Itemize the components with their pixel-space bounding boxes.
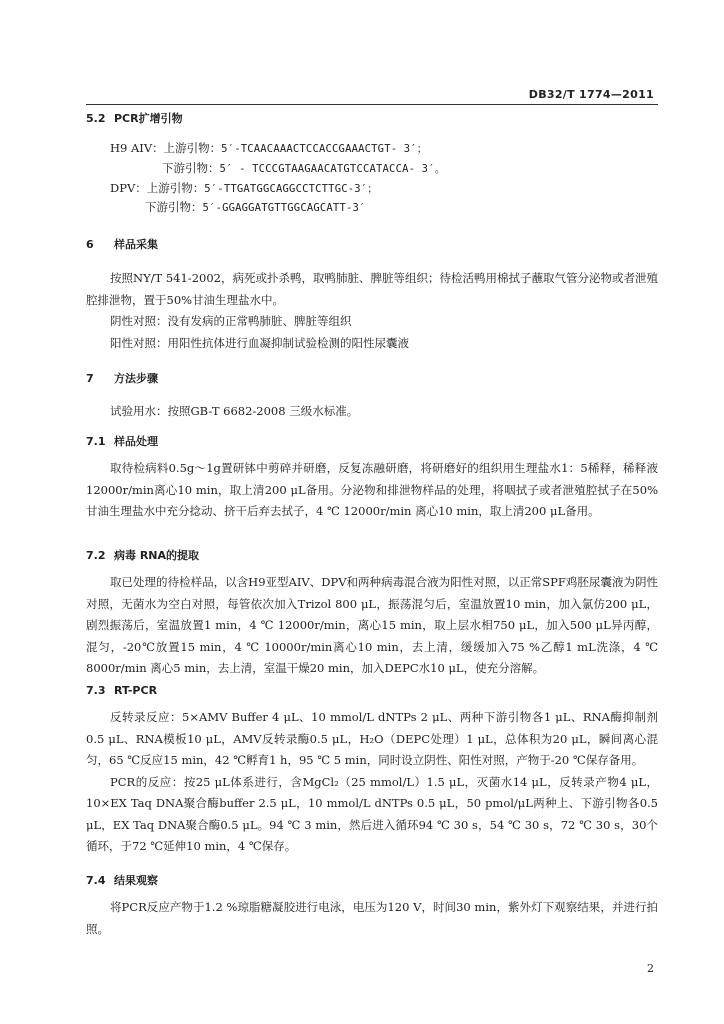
section-number: 7.1 xyxy=(86,435,106,448)
section-6-heading xyxy=(86,237,158,253)
section-number: 7 xyxy=(86,372,94,385)
section-number: 7.4 xyxy=(86,874,106,887)
paragraph: 阴性对照：没有发病的正常鸭肺脏、脾脏等组织 xyxy=(110,314,352,328)
section-title: PCR扩增引物 xyxy=(114,112,183,125)
primer-sequence: 5′-TTGATGGCAGGCCTCTTGC-3′； xyxy=(204,183,379,195)
paragraph: PCR的反应：按25 μL体系进行，含MgCl₂（25 mmol/L）1.5 μL，灭菌水14 μL，反转录产物4 μL，10×EX Taq DNA聚合酶buffer 2.5 μL，10 mmol/L dNTPs 0.5 μL，50 pmol/μL两种上、下游引物各0.5 μL，EX Taq DNA聚合酶0.5 μL。94 ℃ 3 min，然后进入循环94 ℃ 30 s，54 ℃ 30 s，72 ℃ 30 s，30个循环，于72 ℃延伸10 min，4 ℃保存。 xyxy=(86,774,658,853)
section-7-1-heading xyxy=(86,434,158,450)
section-7-3-heading xyxy=(86,683,157,699)
paragraph: 按照NY/T 541-2002，病死或扑杀鸭，取鸭肺脏、脾脏等组织；待检活鸭用棉拭子蘸取气管分泌物或者泄殖腔排泄物，置于50%甘油生理盐水中。 xyxy=(86,271,658,307)
primer-label: DPV：上游引物： xyxy=(110,181,205,195)
section-5-2-heading xyxy=(86,111,183,127)
paragraph: 将PCR反应产物于1.2 %琼脂糖凝胶进行电泳，电压为120 V，时间30 min，紫外灯下观察结果，并进行拍照。 xyxy=(86,900,658,936)
dpv-upstream-primer xyxy=(110,180,378,197)
paragraph: 反转录反应：5×AMV Buffer 4 μL、10 mmol/L dNTPs 2 μL、两种下游引物各1 μL、RNA酶抑制剂0.5 μL、RNA模板10 μL，AMV反转录酶0.5 μL，H₂O（DEPC处理）1 μL，总体积为20 μL，瞬间离心混匀，65 ℃反应15 min，42 ℃孵育1 h，95 ℃ 5 min，同时设立阴性、阳性对照，产物于-20 ℃保存备用。 xyxy=(86,710,658,767)
section-6-body xyxy=(86,268,658,354)
section-title: 方法步骤 xyxy=(114,372,158,385)
section-7-heading xyxy=(86,371,158,387)
primer-label: 下游引物： xyxy=(162,161,220,175)
primer-label: H9 AIV：上游引物： xyxy=(110,141,222,155)
header-rule xyxy=(86,104,658,105)
section-7-4-body xyxy=(86,897,658,940)
section-number: 5.2 xyxy=(86,112,106,125)
section-7-4-heading xyxy=(86,873,158,889)
primer-label: 下游引物： xyxy=(145,200,203,214)
page-number: 2 xyxy=(647,962,654,975)
paragraph: 试验用水：按照GB-T 6682-2008 三级水标准。 xyxy=(110,404,359,418)
section-7-2-heading xyxy=(86,548,199,564)
h9-downstream-primer xyxy=(162,160,445,177)
section-7-1-body xyxy=(86,458,658,523)
section-number: 7.2 xyxy=(86,549,106,562)
standard-code: DB32/T 1774—2011 xyxy=(528,88,654,101)
section-7-2-body xyxy=(86,572,658,680)
section-7-3-body xyxy=(86,707,658,858)
section-title: 样品处理 xyxy=(114,435,158,448)
section-title: 结果观察 xyxy=(114,874,158,887)
primer-sequence: 5′-TCAACAAACTCCACCGAAACTGT- 3′； xyxy=(221,143,428,155)
h9-upstream-primer xyxy=(110,140,428,157)
paragraph: 取待检病料0.5g～1g置研钵中剪碎并研磨，反复冻融研磨，将研磨好的组织用生理盐水1：5稀释，稀释液12000r/min离心10 min，取上清200 μL备用。分泌物和排泄物样品的处理，将咽拭子或者泄殖腔拭子在50%甘油生理盐水中充分捻动、挤干后弃去拭子，4 ℃ 12000r/min 离心10 min，取上清200 μL备用。 xyxy=(86,461,658,518)
paragraph: 取已处理的待检样品，以含H9亚型AIV、DPV和两种病毒混合液为阳性对照，以正常SPF鸡胚尿囊液为阴性对照，无菌水为空白对照，每管依次加入Trizol 800 μL，振荡混匀后，室温放置10 min，加入氯仿200 μL，剧烈振荡后，室温放置1 min，4 ℃ 12000r/min，离心15 min，取上层水相750 μL，加入500 μL异丙醇，混匀，-20℃放置15 min，4 ℃ 10000r/min离心10 min，去上清，缓缓加入75 %乙醇1 mL洗涤，4 ℃ 8000r/min 离心5 min，去上清，室温干燥20 min，加入DEPC水10 μL，使充分溶解。 xyxy=(86,575,658,675)
section-7-body xyxy=(86,401,658,423)
section-title: RT-PCR xyxy=(114,684,158,697)
section-title: 病毒 RNA的提取 xyxy=(114,549,200,562)
section-number: 7.3 xyxy=(86,684,106,697)
primer-sequence: 5′ - TCCCGTAAGAACATGTCCATACCA- 3′。 xyxy=(219,163,446,175)
section-title: 样品采集 xyxy=(114,238,158,251)
dpv-downstream-primer xyxy=(145,199,366,216)
primer-sequence: 5′-GGAGGATGTTGGCAGCATT-3′ xyxy=(202,202,366,214)
section-number: 6 xyxy=(86,238,94,251)
paragraph: 阳性对照：用阳性抗体进行血凝抑制试验检测的阳性尿囊液 xyxy=(110,335,409,350)
